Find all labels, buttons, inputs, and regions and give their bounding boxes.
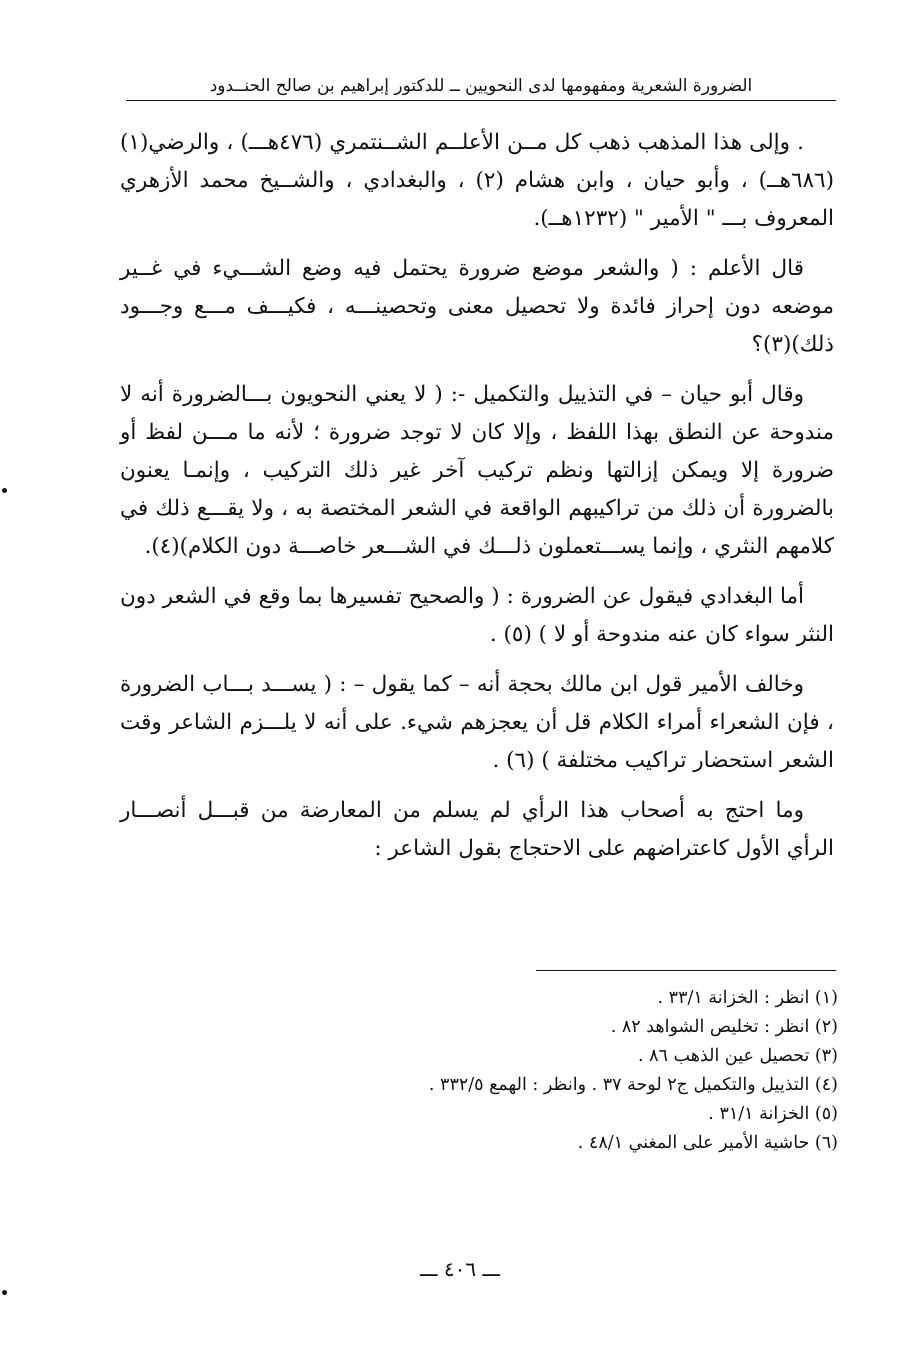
page-number: ـــ ٤٠٦ ـــ	[419, 1257, 501, 1281]
footnote-rule	[536, 970, 836, 971]
paragraph-6: وما احتج به أصحاب هذا الرأي لم يسلم من المعارضة من قبـــل أنصـــار الرأي الأول كاعتراضهم على الاحتجاج بقول الشاعر :	[120, 798, 834, 861]
footnote-5: (٥) الخزانة ٣١/١ .	[708, 1104, 838, 1124]
paragraph-2: قال الأعلم : ( والشعر موضع ضرورة يحتمل فيه وضع الشـــيء في غــير موضعه دون إحراز فائدة ولا تحصيل معنى وتحصينـــه ، فكيـــف مـــع وجـــود ذلك)(٣)؟	[120, 256, 834, 357]
paragraph-3: وقال أبو حيان – في التذييل والتكميل -: ( لا يعني النحويون بـــالضرورة أنه لا مندوحة عن النطق بهذا اللفظ ، وإلا كان لا توجد ضرورة ؛ لأنه ما مـــن لفظ أو ضرورة إلا ويمكن إزالتها ونظم تركيب آخر غير ذلك التركيب ، وإنمـا يعنون بالضرورة أن ذلك من تراكيبهم الواقعة في الشعر المختصة به ، ولا يقـــع ذلك في كلامهم النثري ، وإنما يســـتعملون ذلـــك في الشـــعر خاصـــة دون الكلام)(٤).	[120, 382, 834, 559]
footnote-6: (٦) حاشية الأمير على المغني ٤٨/١ .	[577, 1133, 838, 1153]
paragraph-1: . وإلى هذا المذهب ذهب كل مــن الأعلــم الشــنتمري (٤٧٦هـــ) ، والرضي(١) (٦٨٦هــ) ، وأبو حيان ، وابن هشام (٢) ، والبغدادي ، والشــيخ محمد الأزهري المعروف بـــ " الأمير " (١٢٣٢هــ).	[120, 130, 834, 231]
scan-speck	[2, 1290, 7, 1295]
header-rule	[126, 100, 836, 101]
footnote-3: (٣) تحصيل عين الذهب ٨٦ .	[638, 1046, 838, 1066]
paragraph-4: أما البغدادي فيقول عن الضرورة : ( والصحيح تفسيرها بما وقع في الشعر دون النثر سواء كان عنه مندوحة أو لا ) (٥) .	[120, 584, 834, 647]
scan-speck	[2, 488, 7, 493]
paragraph-5: وخالف الأمير قول ابن مالك بحجة أنه – كما يقول – : ( يســـد بـــاب الضرورة ، فإن الشعراء أمراء الكلام قل أن يعجزهم شيء. على أنه لا يلـــزم الشاعر وقت الشعر استحضار تراكيب مختلفة ) (٦) .	[120, 672, 834, 773]
footnote-2: (٢) انظر : تخليص الشواهد ٨٢ .	[610, 1017, 838, 1037]
footnotes	[200, 984, 838, 1158]
footnote-4: (٤) التذييل والتكميل ج٢ لوحة ٣٧ . وانظر : الهمع ٣٣٢/٥ .	[428, 1075, 838, 1095]
running-header: الضرورة الشعرية ومفهومها لدى النحويين ــ للدكتور إبراهيم بن صالح الحنــدود	[209, 76, 753, 96]
footnote-1: (١) انظر : الخزانة ٣٣/١ .	[657, 988, 838, 1008]
main-text	[120, 124, 834, 868]
